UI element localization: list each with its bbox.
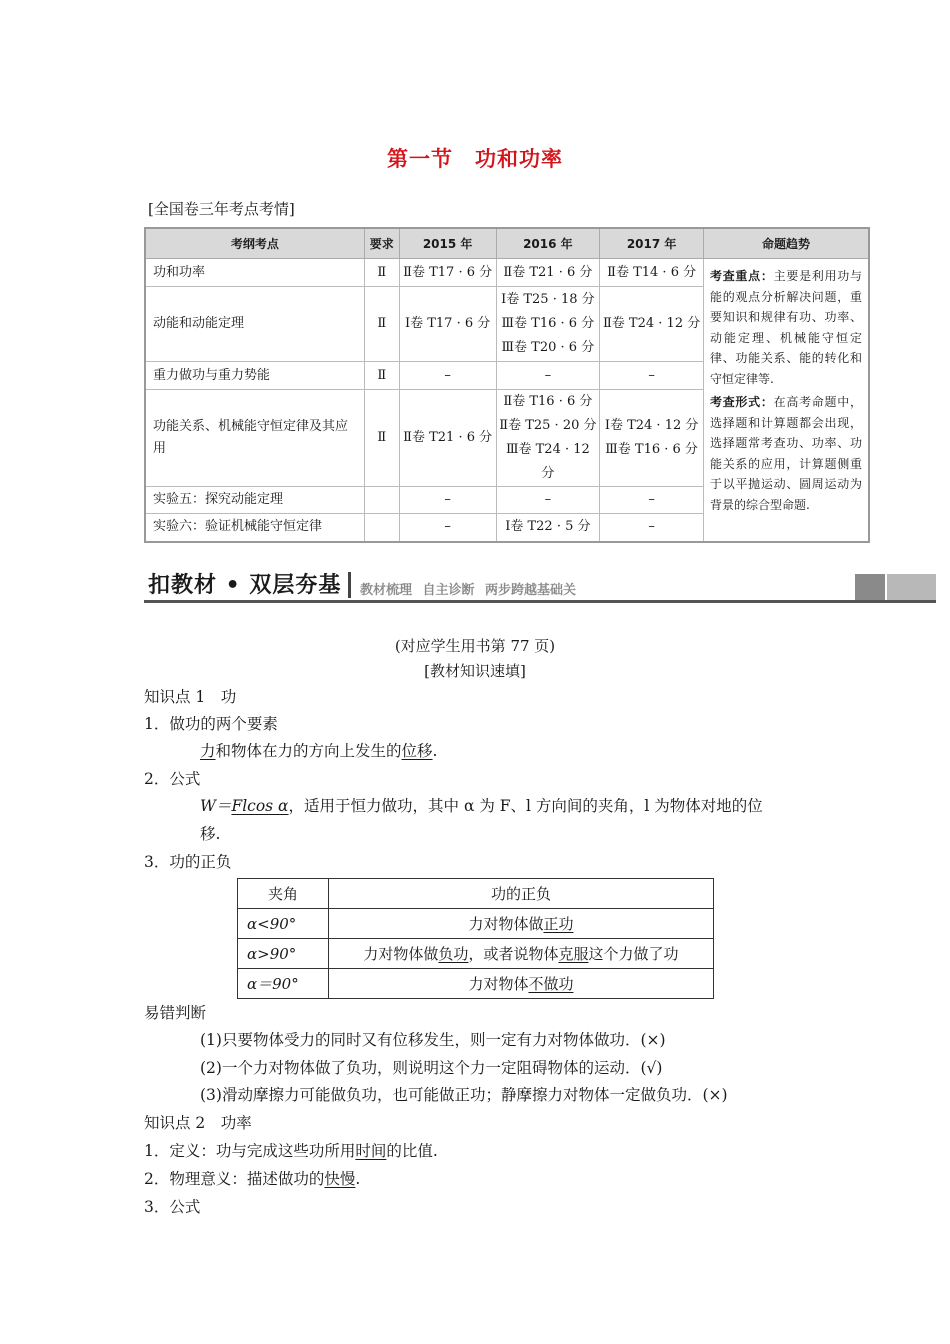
- angle-cell: α<90°: [238, 909, 329, 939]
- sign-cell: [328, 909, 713, 939]
- exam-intro-label: [全国卷三年考点考情]: [148, 200, 295, 218]
- requirement-cell: [364, 487, 399, 514]
- table-row: [238, 909, 714, 939]
- knowledge-point-2-heading: 知识点 2 功率: [144, 1114, 252, 1132]
- blank-answer: 快慢: [324, 1170, 356, 1188]
- score-cell: –: [496, 487, 600, 514]
- score-line: Ⅲ卷 T16 · 6 分: [605, 442, 698, 457]
- table-row: [238, 969, 714, 999]
- text: 这个力做了功: [588, 945, 679, 963]
- score-cell: Ⅰ卷 T22 · 5 分: [496, 514, 600, 542]
- score-cell: –: [399, 514, 496, 542]
- kp1-item-3: 3．功的正负: [144, 853, 232, 871]
- header-angle: 夹角: [238, 879, 329, 909]
- work-sign-table: [237, 878, 714, 999]
- kp1-formula-line: [200, 794, 763, 816]
- sign-cell: [328, 939, 713, 969]
- header-requirement: 要求: [364, 228, 399, 259]
- topic-cell: 实验五：探究动能定理: [145, 487, 364, 514]
- blank-answer: 不做功: [528, 975, 574, 993]
- topic-cell: 重力做功与重力势能: [145, 362, 364, 390]
- score-cell: [496, 287, 600, 362]
- score-line: Ⅱ卷 T25 · 20 分: [499, 418, 597, 433]
- score-line: Ⅲ卷 T16 · 6 分: [501, 316, 595, 331]
- page-title: 第一节 功和功率: [387, 147, 563, 171]
- score-cell: Ⅱ卷 T17 · 6 分: [399, 259, 496, 287]
- header-topic: 考纲考点: [145, 228, 364, 259]
- banner-decor-block: [887, 574, 936, 600]
- trend-cell: [703, 259, 869, 542]
- banner-decor-block: [855, 574, 885, 600]
- blank-answer: 力: [200, 742, 216, 760]
- score-cell: –: [600, 487, 704, 514]
- kp1-item-1: 1．做功的两个要素: [144, 715, 278, 733]
- text: 1．定义：功与完成这些功所用: [144, 1142, 356, 1160]
- text: 力对物体做: [468, 915, 544, 933]
- header-2016: 2016 年: [496, 228, 600, 259]
- score-line: Ⅲ卷 T24 · 12 分: [505, 442, 590, 481]
- text: .: [355, 1170, 361, 1188]
- score-cell: –: [399, 487, 496, 514]
- score-line: Ⅰ卷 T25 · 18 分: [501, 292, 595, 307]
- kp1-item-1-text: [200, 739, 437, 761]
- header-2015: 2015 年: [399, 228, 496, 259]
- blank-answer: 时间: [355, 1142, 387, 1160]
- judgement-heading: 易错判断: [144, 1004, 207, 1022]
- blank-answer: 负功: [438, 945, 469, 963]
- blank-answer: 位移: [401, 742, 433, 760]
- exam-table-header: [145, 228, 869, 259]
- sign-cell: [328, 969, 713, 999]
- score-cell: Ⅱ卷 T24 · 12 分: [600, 287, 704, 362]
- text: ，或者说物体: [468, 945, 559, 963]
- section-label: [教材知识速填]: [424, 662, 526, 680]
- score-cell: Ⅱ卷 T21 · 6 分: [496, 259, 600, 287]
- trend-text-form: 在高考命题中，选择题和计算题都会出现，选择题常考查功、功率、功能关系的应用，计算题侧重于以平抛运动、圆周运动为背景的综合型命题.: [709, 395, 862, 512]
- requirement-cell: Ⅱ: [364, 259, 399, 287]
- book-page-reference: (对应学生用书第 77 页): [394, 637, 556, 655]
- table-row: [238, 879, 714, 909]
- judgement-item: (1)只要物体受力的同时又有位移发生，则一定有力对物体做功．(×): [200, 1031, 666, 1049]
- score-line: Ⅰ卷 T24 · 12 分: [604, 418, 699, 433]
- judgement-item: (2)一个力对物体做了负功，则说明这个力一定阻碍物体的运动．(√): [200, 1059, 663, 1077]
- blank-answer: Flcos α: [231, 797, 289, 815]
- score-cell: Ⅰ卷 T17 · 6 分: [399, 287, 496, 362]
- kp2-item-2: [144, 1167, 360, 1189]
- text: 的比值.: [386, 1142, 438, 1160]
- angle-cell: α＝90°: [238, 969, 329, 999]
- banner-rule: [144, 600, 936, 603]
- header-sign: 功的正负: [328, 879, 713, 909]
- score-cell: –: [600, 362, 704, 390]
- text: ，适用于恒力做功，其中 α 为 F、l 方向间的夹角，l 为物体对地的位: [288, 797, 763, 815]
- text: 2．物理意义：描述做功的: [144, 1170, 325, 1188]
- topic-cell: 动能和动能定理: [145, 287, 364, 362]
- topic-cell: 实验六：验证机械能守恒定律: [145, 514, 364, 542]
- header-2017: 2017 年: [600, 228, 704, 259]
- table-row: [145, 259, 869, 287]
- knowledge-point-1-heading: 知识点 1 功: [144, 688, 237, 706]
- blank-answer: 正功: [543, 915, 574, 933]
- section-banner-title: 扣教材 • 双层夯基: [148, 573, 342, 598]
- score-cell: [496, 390, 600, 487]
- requirement-cell: Ⅱ: [364, 362, 399, 390]
- section-banner-subtitle: 教材梳理 自主诊断 两步跨越基础关: [360, 583, 577, 598]
- blank-answer: 克服: [558, 945, 589, 963]
- table-row: [238, 939, 714, 969]
- trend-key-form: 考查形式：: [709, 395, 774, 409]
- kp1-formula-line-2: 移.: [200, 825, 221, 843]
- topic-cell: 功和功率: [145, 259, 364, 287]
- text: 力对物体做: [363, 945, 439, 963]
- text: .: [432, 742, 438, 760]
- score-cell: –: [496, 362, 600, 390]
- text: W＝: [200, 797, 232, 815]
- requirement-cell: [364, 514, 399, 542]
- text: 和物体在力的方向上发生的: [215, 742, 402, 760]
- requirement-cell: Ⅱ: [364, 287, 399, 362]
- score-cell: [600, 390, 704, 487]
- kp1-item-2: 2．公式: [144, 770, 201, 788]
- requirement-cell: Ⅱ: [364, 390, 399, 487]
- score-cell: –: [600, 514, 704, 542]
- kp2-item-1: [144, 1139, 438, 1161]
- score-line: Ⅱ卷 T16 · 6 分: [503, 394, 593, 409]
- kp2-item-3: 3．公式: [144, 1198, 201, 1216]
- banner-divider: [348, 572, 351, 598]
- score-cell: Ⅱ卷 T21 · 6 分: [399, 390, 496, 487]
- score-cell: Ⅱ卷 T14 · 6 分: [600, 259, 704, 287]
- score-cell: –: [399, 362, 496, 390]
- topic-cell: 功能关系、机械能守恒定律及其应用: [145, 390, 364, 487]
- score-line: Ⅲ卷 T20 · 6 分: [501, 340, 595, 355]
- judgement-item: (3)滑动摩擦力可能做负功，也可能做正功；静摩擦力对物体一定做负功．(×): [200, 1086, 728, 1104]
- exam-table: [144, 227, 870, 543]
- trend-key-focus: 考查重点：: [709, 269, 774, 283]
- header-trend: 命题趋势: [703, 228, 869, 259]
- text: 力对物体: [468, 975, 529, 993]
- trend-text-focus: 主要是利用功与能的观点分析解决问题，重要知识和规律有功、功率、动能定理、机械能守恒定律、功能关系、能的转化和守恒定律等.: [709, 269, 862, 386]
- angle-cell: α>90°: [238, 939, 329, 969]
